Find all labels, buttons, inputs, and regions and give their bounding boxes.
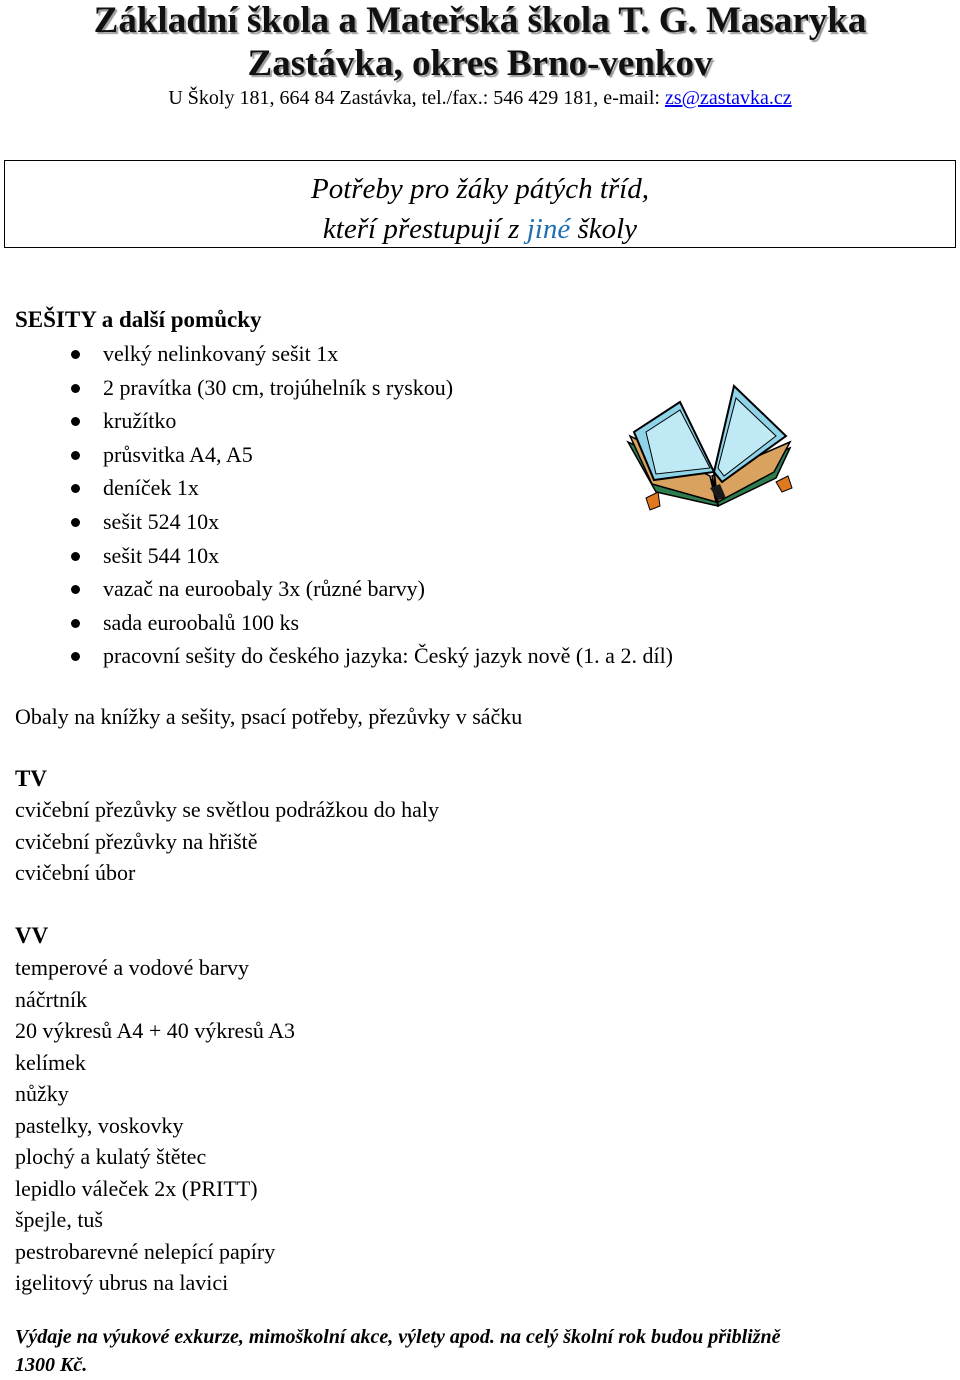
list-item: kelímek — [15, 1049, 86, 1075]
list-item — [0, 440, 673, 474]
list-item: cvičební přezůvky se světlou podrážkou do haly — [15, 797, 439, 822]
list-item — [0, 473, 673, 507]
school-name-line2: Zastávka, okres Brno-venkov — [247, 43, 713, 84]
title-accent-word: jiné — [526, 213, 571, 245]
bullet-icon — [71, 384, 80, 393]
list-item-text: vazač na euroobaly 3x (různé barvy) — [103, 576, 425, 602]
bullet-icon — [71, 652, 80, 661]
list-item-text: sešit 544 10x — [103, 542, 220, 568]
list-item — [0, 507, 673, 541]
title-line2-end: školy — [570, 213, 638, 245]
bullet-icon — [71, 350, 80, 359]
vv-list — [15, 954, 295, 1301]
document-title-box — [4, 160, 956, 248]
list-item — [0, 574, 673, 608]
list-item-text: sešit 524 10x — [103, 508, 220, 534]
list-item: špejle, tuš — [15, 1207, 103, 1232]
bullet-icon — [71, 552, 80, 561]
list-item: temperové a vodové barvy — [15, 955, 249, 980]
title-line1: Potřeby pro žáky pátých tříd, — [311, 173, 649, 205]
bullet-icon — [71, 484, 80, 493]
bullet-icon — [71, 518, 80, 527]
bullet-icon — [71, 619, 80, 628]
list-item: cvičební přezůvky na hřiště — [15, 828, 258, 854]
list-item — [0, 373, 673, 407]
title-line2-start: kteří přestupují z — [322, 213, 527, 245]
list-item-text: sada euroobalů 100 ks — [103, 609, 300, 635]
list-item: cvičební úbor — [15, 860, 136, 885]
notebooks-list — [0, 339, 673, 675]
notebooks-heading: SEŠITY a další pomůcky — [15, 307, 262, 332]
bullet-icon — [71, 585, 80, 594]
email-link[interactable]: zs@zastavka.cz — [664, 87, 792, 109]
list-item: pastelky, voskovky — [15, 1112, 184, 1138]
list-item-text: 2 pravítka (30 cm, trojúhelník s ryskou) — [103, 374, 454, 400]
list-item-text: deníček 1x — [103, 475, 199, 501]
list-item — [0, 406, 673, 440]
list-item: nůžky — [15, 1081, 69, 1106]
tv-list — [15, 796, 439, 891]
tv-heading: TV — [15, 766, 47, 791]
list-item-text: velký nelinkovaný sešit 1x — [103, 341, 339, 366]
list-item: náčrtník — [15, 986, 88, 1012]
list-item — [0, 541, 673, 575]
title-line2 — [5, 209, 955, 249]
expenses-note-line1: Výdaje na výukové exkurze, mimoškolní akce, výlety apod. na celý školní rok budou přibližně — [15, 1326, 781, 1348]
school-address — [0, 86, 960, 110]
general-note: Obaly na knížky a sešity, psací potřeby, přezůvky v sáčku — [15, 704, 523, 729]
list-item: lepidlo váleček 2x (PRITT) — [15, 1175, 258, 1201]
open-book-icon — [626, 380, 796, 525]
expenses-note-line2: 1300 Kč. — [15, 1354, 88, 1376]
list-item: plochý a kulatý štětec — [15, 1144, 207, 1169]
list-item: pestrobarevné nelepící papíry — [15, 1238, 276, 1264]
bullet-icon — [71, 451, 80, 460]
list-item-text: pracovní sešity do českého jazyka: Český jazyk nově (1. a 2. díl) — [103, 643, 674, 669]
list-item-text: kružítko — [103, 408, 177, 434]
list-item-text: průsvitka A4, A5 — [103, 441, 253, 467]
list-item — [0, 339, 673, 373]
school-name-line1: Základní škola a Mateřská škola T. G. Masaryka — [93, 0, 867, 41]
bullet-icon — [71, 417, 80, 426]
vv-heading: VV — [15, 923, 49, 948]
address-text: U Školy 181, 664 84 Zastávka, tel./fax.: 546 429 181, e-mail: — [168, 87, 665, 109]
list-item — [0, 608, 673, 642]
expenses-note — [15, 1323, 945, 1379]
list-item: igelitový ubrus na lavici — [15, 1270, 229, 1295]
list-item — [0, 641, 673, 675]
list-item: 20 výkresů A4 + 40 výkresů A3 — [15, 1018, 296, 1043]
